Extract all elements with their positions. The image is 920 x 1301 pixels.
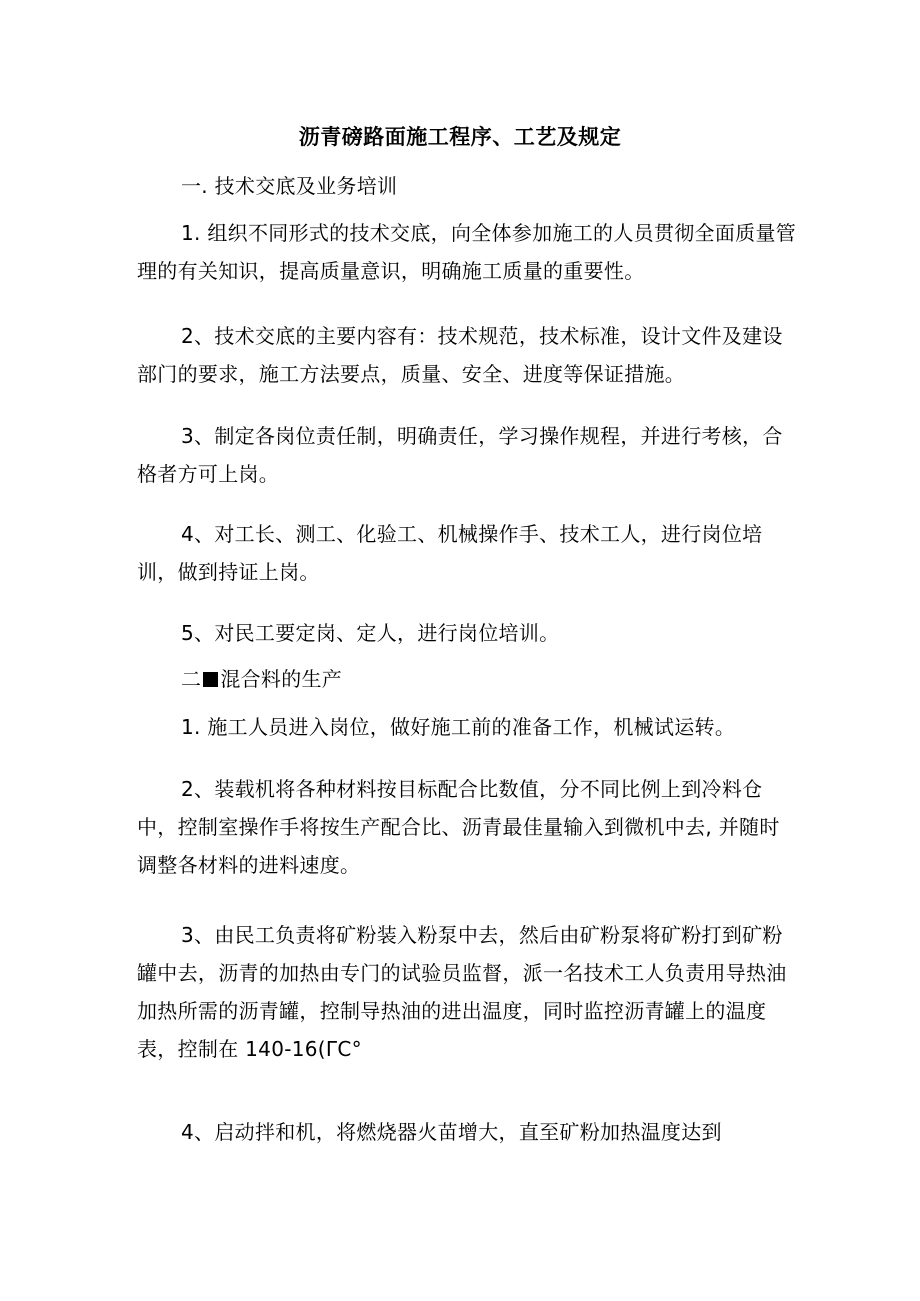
section-2-item-3: 3、由民工负责将矿粉装入粉泵中去，然后由矿粉泵将矿粉打到矿粉罐中去，沥青的加热由专门的试验员监督，派一名技术工人负责用导热油加热所需的沥青罐，控制导热油的进出温度，同时监控沥青罐上的温度表，控制在 140-16(ΓC° — [137, 923, 787, 1061]
square-bullet-icon — [203, 672, 218, 687]
section-1-item-3: 3、制定各岗位责任制，明确责任，学习操作规程，并进行考核，合格者方可上岗。 — [137, 424, 783, 486]
section-1-item-5: 5、对民工要定岗、定人，进行岗位培训。 — [181, 621, 560, 645]
section-2-heading-text: 混合料的生产 — [220, 667, 343, 691]
document-title: 沥青磅路面施工程序、工艺及规定 — [298, 125, 622, 149]
section-2-heading-prefix: 二 — [181, 667, 202, 691]
section-2-item-4: 4、启动拌和机，将燃烧器火苗增大，直至矿粉加热温度达到 — [181, 1120, 722, 1144]
section-2-item-1: 1. 施工人员进入岗位，做好施工前的准备工作，机械试运转。 — [181, 715, 736, 739]
section-2-item-2: 2、装载机将各种材料按目标配合比数值，分不同比例上到冷料仓中，控制室操作手将按生产配合比、沥青最佳量输入到微机中去, 并随时调整各材料的进料速度。 — [137, 777, 780, 877]
section-1-item-4: 4、对工长、测工、化验工、机械操作手、技术工人，进行岗位培训，做到持证上岗。 — [137, 522, 763, 584]
section-1-heading: 一. 技术交底及业务培训 — [181, 174, 398, 198]
section-1-item-1: 1. 组织不同形式的技术交底，向全体参加施工的人员贯彻全面质量管理的有关知识，提高质量意识，明确施工质量的重要性。 — [137, 221, 797, 283]
section-2-heading — [181, 665, 342, 693]
section-1-item-2: 2、技术交底的主要内容有：技术规范，技术标准，设计文件及建设部门的要求，施工方法要点，质量、安全、进度等保证措施。 — [137, 324, 783, 386]
